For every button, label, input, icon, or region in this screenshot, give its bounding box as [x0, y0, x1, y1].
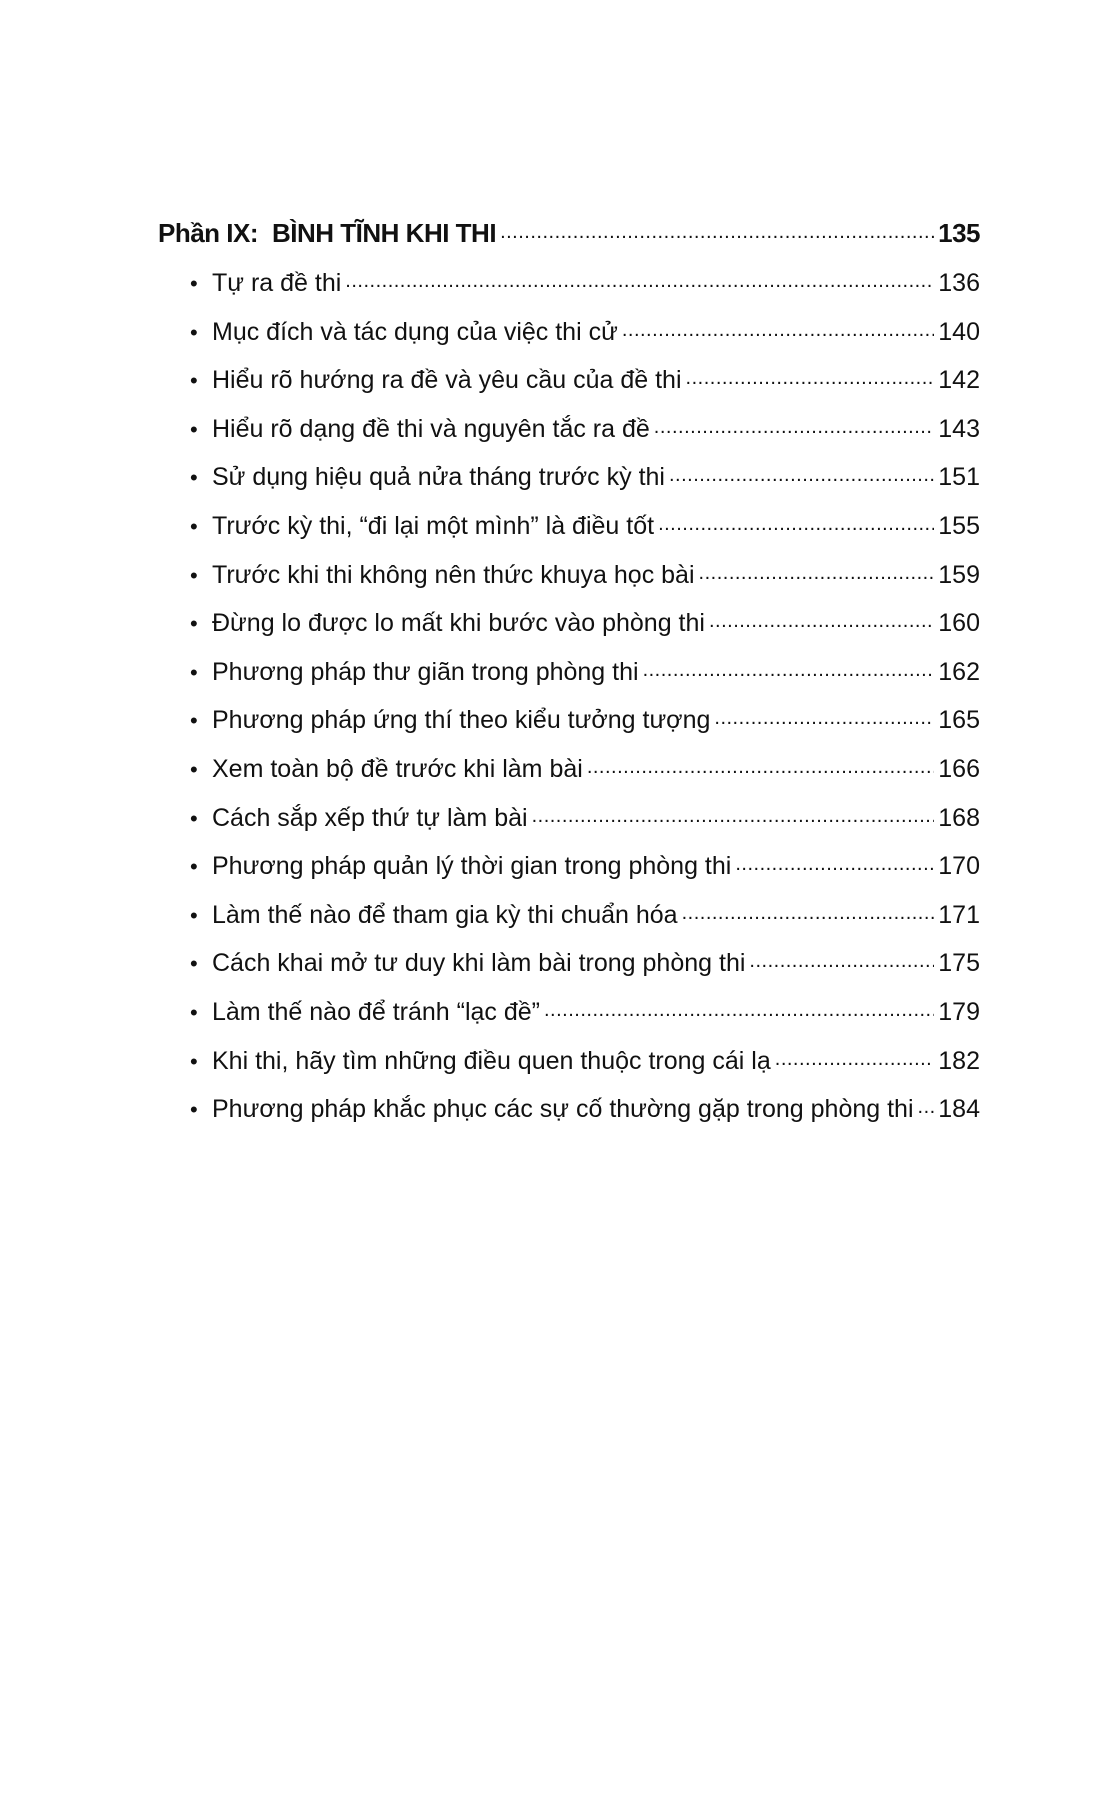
- dot-leader: [749, 946, 934, 971]
- toc-entry-page-number: 160: [938, 609, 980, 638]
- toc-entry-label: Hiểu rõ dạng đề thi và nguyên tắc ra đề: [212, 414, 650, 443]
- toc-entry[interactable]: [158, 849, 980, 898]
- dot-leader: [532, 801, 935, 826]
- bullet-icon: •: [190, 756, 198, 782]
- toc-entry-label: Trước khi thi không nên thức khuya học bài: [212, 560, 695, 589]
- dot-leader: [345, 266, 934, 291]
- toc-entry-label: Mục đích và tác dụng của việc thi cử: [212, 317, 618, 346]
- toc-entry[interactable]: [158, 703, 980, 752]
- toc-entry-label: Cách khai mở tư duy khi làm bài trong phòng thi: [212, 949, 746, 978]
- toc-entry-label: Khi thi, hãy tìm những điều quen thuộc trong cái lạ: [212, 1046, 771, 1075]
- toc-entry-page-number: 136: [938, 269, 980, 297]
- toc-entry-page-number: 143: [938, 414, 980, 443]
- dot-leader: [643, 655, 935, 680]
- toc-entry-page-number: 165: [938, 706, 980, 735]
- toc-entry-label: Làm thế nào để tham gia kỳ thi chuẩn hóa: [212, 900, 678, 929]
- toc-entry[interactable]: [158, 752, 980, 801]
- dot-leader: [658, 509, 934, 534]
- toc-entry-page-number: 170: [938, 852, 980, 881]
- section-page-number: 135: [938, 218, 980, 248]
- toc-entry[interactable]: [158, 266, 980, 315]
- toc-section-heading[interactable]: [158, 216, 980, 266]
- dot-leader: [654, 412, 934, 437]
- toc-entry-page-number: 175: [938, 949, 980, 978]
- dot-leader: [669, 460, 934, 485]
- bullet-icon: •: [190, 271, 198, 296]
- bullet-icon: •: [190, 1097, 198, 1123]
- bullet-icon: •: [190, 659, 198, 685]
- bullet-icon: •: [190, 562, 198, 588]
- dot-leader: [500, 216, 934, 242]
- toc-entry-page-number: 168: [938, 803, 980, 832]
- dot-leader: [544, 995, 934, 1020]
- toc-entry-page-number: 179: [938, 997, 980, 1026]
- bullet-icon: •: [190, 416, 198, 442]
- bullet-icon: •: [190, 513, 198, 539]
- toc-entry-label: Làm thế nào để tránh “lạc đề”: [212, 997, 540, 1026]
- section-part-label: Phần IX:: [158, 218, 259, 248]
- toc-entry-label: Trước kỳ thi, “đi lại một mình” là điều tốt: [212, 511, 655, 540]
- dot-leader: [622, 315, 934, 340]
- bullet-icon: •: [190, 999, 198, 1025]
- bullet-icon: •: [190, 708, 198, 734]
- section-title: BÌNH TĨNH KHI THI: [272, 218, 497, 248]
- toc-entry[interactable]: [158, 558, 980, 607]
- toc-entry[interactable]: [158, 460, 980, 509]
- toc-entry-label: Phương pháp khắc phục các sự cố thường gặp trong phòng thi: [212, 1095, 914, 1124]
- toc-entry[interactable]: [158, 315, 980, 364]
- bullet-icon: •: [190, 951, 198, 977]
- bullet-icon: •: [190, 465, 198, 491]
- dot-leader: [714, 703, 934, 728]
- bullet-icon: •: [190, 1048, 198, 1074]
- bullet-icon: •: [190, 805, 198, 831]
- dot-leader: [587, 752, 934, 777]
- dot-leader: [682, 898, 935, 923]
- bullet-icon: •: [190, 368, 198, 394]
- toc-entry[interactable]: [158, 606, 980, 655]
- bullet-icon: •: [190, 319, 198, 345]
- dot-leader: [686, 363, 935, 388]
- toc-entry[interactable]: [158, 995, 980, 1044]
- toc-entry-page-number: 140: [938, 317, 980, 346]
- toc-entry-page-number: 155: [938, 511, 980, 540]
- toc-entry[interactable]: [158, 412, 980, 461]
- toc-entry[interactable]: [158, 946, 980, 995]
- dot-leader: [918, 1092, 935, 1117]
- dot-leader: [699, 558, 935, 583]
- dot-leader: [735, 849, 934, 874]
- toc-entry[interactable]: [158, 655, 980, 704]
- toc-entry-page-number: 159: [938, 560, 980, 589]
- bullet-icon: •: [190, 902, 198, 928]
- toc-entry-label: Phương pháp thư giãn trong phòng thi: [212, 657, 639, 686]
- table-of-contents: [158, 216, 980, 1141]
- toc-entry-page-number: 184: [938, 1095, 980, 1124]
- toc-entry[interactable]: [158, 363, 980, 412]
- toc-entry[interactable]: [158, 509, 980, 558]
- toc-entry-page-number: 142: [938, 366, 980, 395]
- toc-entry-label: Sử dụng hiệu quả nửa tháng trước kỳ thi: [212, 463, 665, 492]
- toc-entry-label: Đừng lo được lo mất khi bước vào phòng thi: [212, 609, 705, 638]
- toc-entry[interactable]: [158, 1044, 980, 1093]
- toc-entry[interactable]: [158, 801, 980, 850]
- toc-entry-label: Tự ra đề thi: [212, 269, 342, 297]
- toc-entry-label: Cách sắp xếp thứ tự làm bài: [212, 803, 528, 832]
- toc-entry-label: Xem toàn bộ đề trước khi làm bài: [212, 754, 583, 783]
- bullet-icon: •: [190, 854, 198, 880]
- toc-entry-page-number: 151: [938, 463, 980, 492]
- toc-entry-page-number: 171: [938, 900, 980, 929]
- toc-entry-page-number: 162: [938, 657, 980, 686]
- toc-entry-label: Hiểu rõ hướng ra đề và yêu cầu của đề thi: [212, 366, 682, 395]
- toc-entry-page-number: 182: [938, 1046, 980, 1075]
- dot-leader: [709, 606, 934, 631]
- toc-entry[interactable]: [158, 1092, 980, 1141]
- toc-entry-page-number: 166: [938, 754, 980, 783]
- toc-entry-label: Phương pháp quản lý thời gian trong phòng thi: [212, 852, 732, 881]
- dot-leader: [775, 1044, 935, 1069]
- bullet-icon: •: [190, 611, 198, 637]
- toc-entry[interactable]: [158, 898, 980, 947]
- toc-entry-label: Phương pháp ứng thí theo kiểu tưởng tượng: [212, 706, 711, 735]
